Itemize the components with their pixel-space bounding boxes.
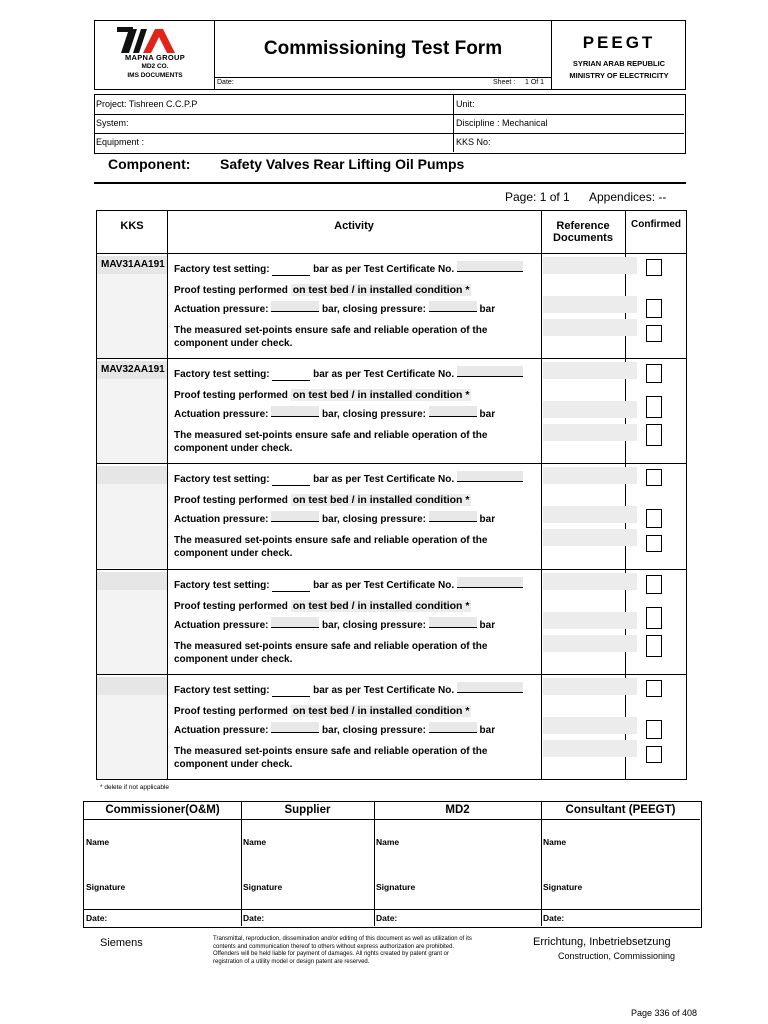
actuation-line — [174, 617, 495, 631]
closing-pressure-label: bar, closing pressure: — [322, 409, 426, 421]
factory-setting-input[interactable] — [272, 474, 310, 486]
bar-unit: bar — [479, 304, 496, 315]
bar-unit: bar — [479, 619, 496, 631]
reference-doc-field[interactable] — [543, 319, 637, 336]
date-label: Date: — [376, 913, 398, 923]
info-row-system — [95, 114, 684, 133]
actuation-line — [174, 406, 495, 420]
legal-line: contents and communication thereof to others without express authorization are prohibited. — [213, 943, 455, 950]
client-block — [551, 21, 685, 89]
legal-notice — [213, 936, 525, 966]
component-underline — [94, 182, 686, 184]
actuation-line — [174, 722, 495, 736]
logo-text-md2: MD2 CO. — [141, 63, 169, 70]
measured-line-2: component under check. — [174, 758, 293, 770]
certificate-no-input[interactable] — [457, 366, 523, 377]
proof-testing-option[interactable]: on test bed / in installed condition * — [292, 389, 470, 402]
table-row — [97, 463, 686, 568]
measured-line-2: component under check. — [174, 338, 293, 349]
factory-test-line — [174, 366, 523, 381]
measured-line-1: The measured set-points ensure safe and reliable operation of the — [174, 430, 488, 442]
factory-setting-input[interactable] — [272, 264, 310, 276]
reference-doc-field[interactable] — [543, 717, 637, 734]
activity-table — [96, 210, 687, 780]
signature-column-header: MD2 — [445, 804, 470, 816]
proof-testing-line — [174, 389, 471, 401]
measured-line-1: The measured set-points ensure safe and reliable operation of the — [174, 640, 488, 652]
signature-column-header: Commissioner(O&M) — [105, 804, 220, 816]
reference-doc-field[interactable] — [543, 529, 637, 546]
signature-entry-area[interactable] — [375, 820, 540, 908]
footer-errichtung: Errichtung, Inbetriebsetzung — [533, 936, 671, 948]
header-confirmed: Confirmed — [631, 219, 681, 230]
client-ministry: MINISTRY OF ELECTRICITY — [569, 71, 669, 80]
confirm-checkbox[interactable] — [646, 325, 662, 342]
closing-pressure-input[interactable] — [429, 511, 477, 522]
header-activity: Activity — [334, 220, 374, 232]
legal-line: registration of a utility model or design patent are reserved. — [213, 958, 370, 965]
actuation-pressure-input[interactable] — [271, 511, 319, 522]
factory-test-line — [174, 577, 523, 592]
actuation-pressure-input[interactable] — [271, 617, 319, 628]
date-label: Date: — [543, 913, 565, 923]
reference-doc-field[interactable] — [543, 362, 637, 379]
closing-pressure-input[interactable] — [429, 406, 477, 417]
client-country: SYRIAN ARAB REPUBLIC — [572, 59, 666, 68]
proof-testing-label: Proof testing performed — [174, 285, 288, 296]
footnote: * delete if not applicable — [100, 784, 170, 791]
factory-test-line — [174, 682, 523, 697]
kks-cell-fill — [97, 695, 167, 779]
equipment-field: Equipment : — [96, 137, 145, 147]
kks-cell[interactable] — [97, 572, 167, 590]
confirm-checkbox[interactable] — [646, 635, 662, 657]
certificate-no-input[interactable] — [457, 577, 523, 588]
form-header — [94, 20, 686, 90]
logo-text-ims: IMS DOCUMENTS — [127, 72, 183, 79]
table-row — [97, 674, 686, 779]
measured-line-1: The measured set-points ensure safe and reliable operation of the — [174, 535, 488, 547]
page-number: Page 336 of 408 — [631, 1008, 698, 1018]
reference-doc-field[interactable] — [543, 740, 637, 757]
reference-doc-field[interactable] — [543, 296, 637, 313]
mapna-logo-icon — [115, 27, 185, 53]
confirm-checkbox[interactable] — [646, 746, 662, 763]
signature-entry-area[interactable] — [542, 820, 699, 908]
measured-line-1: The measured set-points ensure safe and reliable operation of the — [174, 325, 488, 336]
company-logo-block — [95, 21, 215, 89]
actuation-pressure-input[interactable] — [271, 301, 319, 312]
factory-test-suffix: bar as per Test Certificate No. — [313, 474, 455, 486]
reference-doc-field[interactable] — [543, 467, 637, 484]
reference-doc-field[interactable] — [543, 424, 637, 441]
component-label: Component: — [108, 156, 191, 172]
info-row-project — [95, 95, 684, 114]
signature-label: Signature — [86, 882, 126, 892]
confirm-checkbox[interactable] — [646, 364, 662, 383]
confirm-checkbox[interactable] — [646, 575, 662, 594]
closing-pressure-label: bar, closing pressure: — [322, 619, 426, 631]
reference-doc-field[interactable] — [543, 678, 637, 695]
table-row — [97, 253, 686, 358]
name-label: Name — [376, 837, 400, 847]
kks-no-field: KKS No: — [456, 137, 491, 147]
factory-test-label: Factory test setting: — [174, 264, 270, 275]
factory-test-suffix: bar as per Test Certificate No. — [313, 264, 455, 275]
reference-doc-field[interactable] — [543, 573, 637, 590]
actuation-line — [174, 301, 495, 315]
name-label: Name — [243, 837, 267, 847]
confirm-checkbox[interactable] — [646, 720, 662, 739]
discipline-field: Discipline : Mechanical — [456, 118, 548, 128]
confirm-checkbox[interactable] — [646, 299, 662, 318]
footer-company: Siemens — [100, 937, 143, 949]
factory-test-label: Factory test setting: — [174, 684, 270, 696]
reference-doc-field[interactable] — [543, 635, 637, 652]
measured-line-2: component under check. — [174, 443, 293, 455]
signature-entry-area[interactable] — [85, 820, 240, 908]
reference-doc-field[interactable] — [543, 506, 637, 523]
signature-label: Signature — [376, 882, 416, 892]
sheet-label: Sheet : — [493, 79, 516, 86]
bar-unit: bar — [479, 514, 496, 526]
factory-test-label: Factory test setting: — [174, 579, 270, 591]
system-field: System: — [96, 118, 129, 128]
kks-cell-fill — [97, 274, 167, 358]
proof-testing-option[interactable]: on test bed / in installed condition * — [292, 284, 470, 296]
proof-testing-label: Proof testing performed — [174, 600, 288, 612]
proof-testing-option[interactable]: on test bed / in installed condition * — [292, 704, 470, 717]
sheet-value: 1 Of 1 — [525, 79, 545, 86]
confirm-checkbox[interactable] — [646, 469, 662, 486]
client-name: PEEGT — [582, 33, 656, 52]
date-label: Date: — [243, 913, 265, 923]
header-reference-line1: Reference — [556, 220, 610, 232]
proof-testing-line — [174, 494, 471, 506]
factory-test-label: Factory test setting: — [174, 369, 270, 381]
factory-setting-input[interactable] — [272, 369, 310, 381]
kks-cell[interactable] — [97, 466, 167, 484]
factory-test-line — [174, 261, 523, 276]
kks-cell[interactable] — [97, 677, 167, 695]
component-value: Safety Valves Rear Lifting Oil Pumps — [220, 156, 465, 172]
actuation-label: Actuation pressure: — [174, 724, 269, 736]
name-label: Name — [543, 837, 567, 847]
actuation-label: Actuation pressure: — [174, 409, 269, 421]
measured-line-1: The measured set-points ensure safe and reliable operation of the — [174, 745, 488, 757]
header-reference-documents — [541, 211, 625, 253]
unit-field: Unit: — [456, 99, 475, 109]
factory-test-suffix: bar as per Test Certificate No. — [313, 369, 455, 381]
proof-testing-option[interactable]: on test bed / in installed condition * — [292, 494, 470, 507]
actuation-line — [174, 511, 495, 525]
legal-line: Offenders will be held liable for payment of damages. All rights created by patent grant or — [213, 951, 450, 958]
confirm-checkbox[interactable] — [646, 259, 662, 276]
proof-testing-label: Proof testing performed — [174, 495, 288, 507]
signature-entry-area[interactable] — [242, 820, 373, 908]
table-row — [97, 569, 686, 674]
actuation-pressure-input[interactable] — [271, 406, 319, 417]
name-label: Name — [86, 837, 110, 847]
factory-test-line — [174, 471, 523, 486]
confirm-checkbox[interactable] — [646, 607, 662, 629]
closing-pressure-label: bar, closing pressure: — [322, 724, 426, 736]
confirm-checkbox[interactable] — [646, 509, 662, 528]
signature-column-header: Supplier — [284, 804, 331, 816]
bar-unit: bar — [479, 409, 496, 421]
proof-testing-label: Proof testing performed — [174, 705, 288, 717]
factory-test-suffix: bar as per Test Certificate No. — [313, 684, 455, 696]
confirm-checkbox[interactable] — [646, 396, 662, 418]
closing-pressure-label: bar, closing pressure: — [322, 304, 426, 315]
confirm-checkbox[interactable] — [646, 680, 662, 697]
proof-testing-line — [174, 284, 471, 296]
signature-label: Signature — [243, 882, 283, 892]
form-title: Commissioning Test Form — [263, 38, 503, 59]
confirm-checkbox[interactable] — [646, 535, 662, 552]
signature-table — [83, 801, 702, 928]
certificate-no-input[interactable] — [457, 471, 523, 482]
proof-testing-line — [174, 600, 471, 612]
kks-cell-fill — [97, 484, 167, 568]
kks-cell[interactable]: MAV32AA191 — [97, 361, 167, 379]
confirm-checkbox[interactable] — [646, 424, 662, 446]
closing-pressure-label: bar, closing pressure: — [322, 514, 426, 526]
measured-line-2: component under check. — [174, 548, 293, 560]
factory-setting-input[interactable] — [272, 580, 310, 592]
actuation-pressure-input[interactable] — [271, 722, 319, 733]
closing-pressure-input[interactable] — [429, 301, 477, 312]
date-label: Date: — [86, 913, 108, 923]
signature-label: Signature — [543, 882, 583, 892]
certificate-no-input[interactable] — [457, 261, 523, 272]
date-label: Date: — [217, 79, 234, 86]
appendices: Appendices: -- — [589, 190, 667, 204]
reference-doc-field[interactable] — [543, 401, 637, 418]
closing-pressure-input[interactable] — [429, 722, 477, 733]
factory-setting-input[interactable] — [272, 685, 310, 697]
legal-line: Transmittal, reproduction, dissemination and/or editing of this document as well as utilization of its — [213, 936, 472, 942]
actuation-label: Actuation pressure: — [174, 304, 269, 315]
certificate-no-input[interactable] — [457, 682, 523, 693]
proof-testing-line — [174, 705, 471, 717]
actuation-label: Actuation pressure: — [174, 514, 269, 526]
date-sheet-row — [215, 77, 551, 89]
reference-doc-field[interactable] — [543, 612, 637, 629]
reference-doc-field[interactable] — [543, 257, 637, 274]
project-info-table — [94, 94, 686, 154]
measured-line-2: component under check. — [174, 653, 293, 665]
closing-pressure-input[interactable] — [429, 617, 477, 628]
actuation-label: Actuation pressure: — [174, 619, 269, 631]
header-reference-line2: Documents — [553, 232, 613, 244]
factory-test-suffix: bar as per Test Certificate No. — [313, 579, 455, 591]
table-row — [97, 358, 686, 463]
bar-unit: bar — [479, 724, 496, 736]
kks-cell-fill — [97, 590, 167, 674]
kks-cell[interactable]: MAV31AA191 — [97, 256, 167, 274]
footer-construction: Construction, Commissioning — [558, 951, 676, 961]
header-kks: KKS — [120, 220, 144, 232]
project-field: Project: Tishreen C.C.P.P — [96, 99, 198, 109]
page-of-pages: Page: 1 of 1 — [505, 190, 570, 204]
signature-column-header: Consultant (PEEGT) — [565, 804, 676, 816]
info-row-equipment — [95, 133, 684, 152]
logo-text-mapna: MAPNA GROUP — [124, 53, 186, 62]
proof-testing-label: Proof testing performed — [174, 390, 288, 402]
kks-cell-fill — [97, 379, 167, 463]
proof-testing-option[interactable]: on test bed / in installed condition * — [292, 599, 470, 612]
factory-test-label: Factory test setting: — [174, 474, 270, 486]
